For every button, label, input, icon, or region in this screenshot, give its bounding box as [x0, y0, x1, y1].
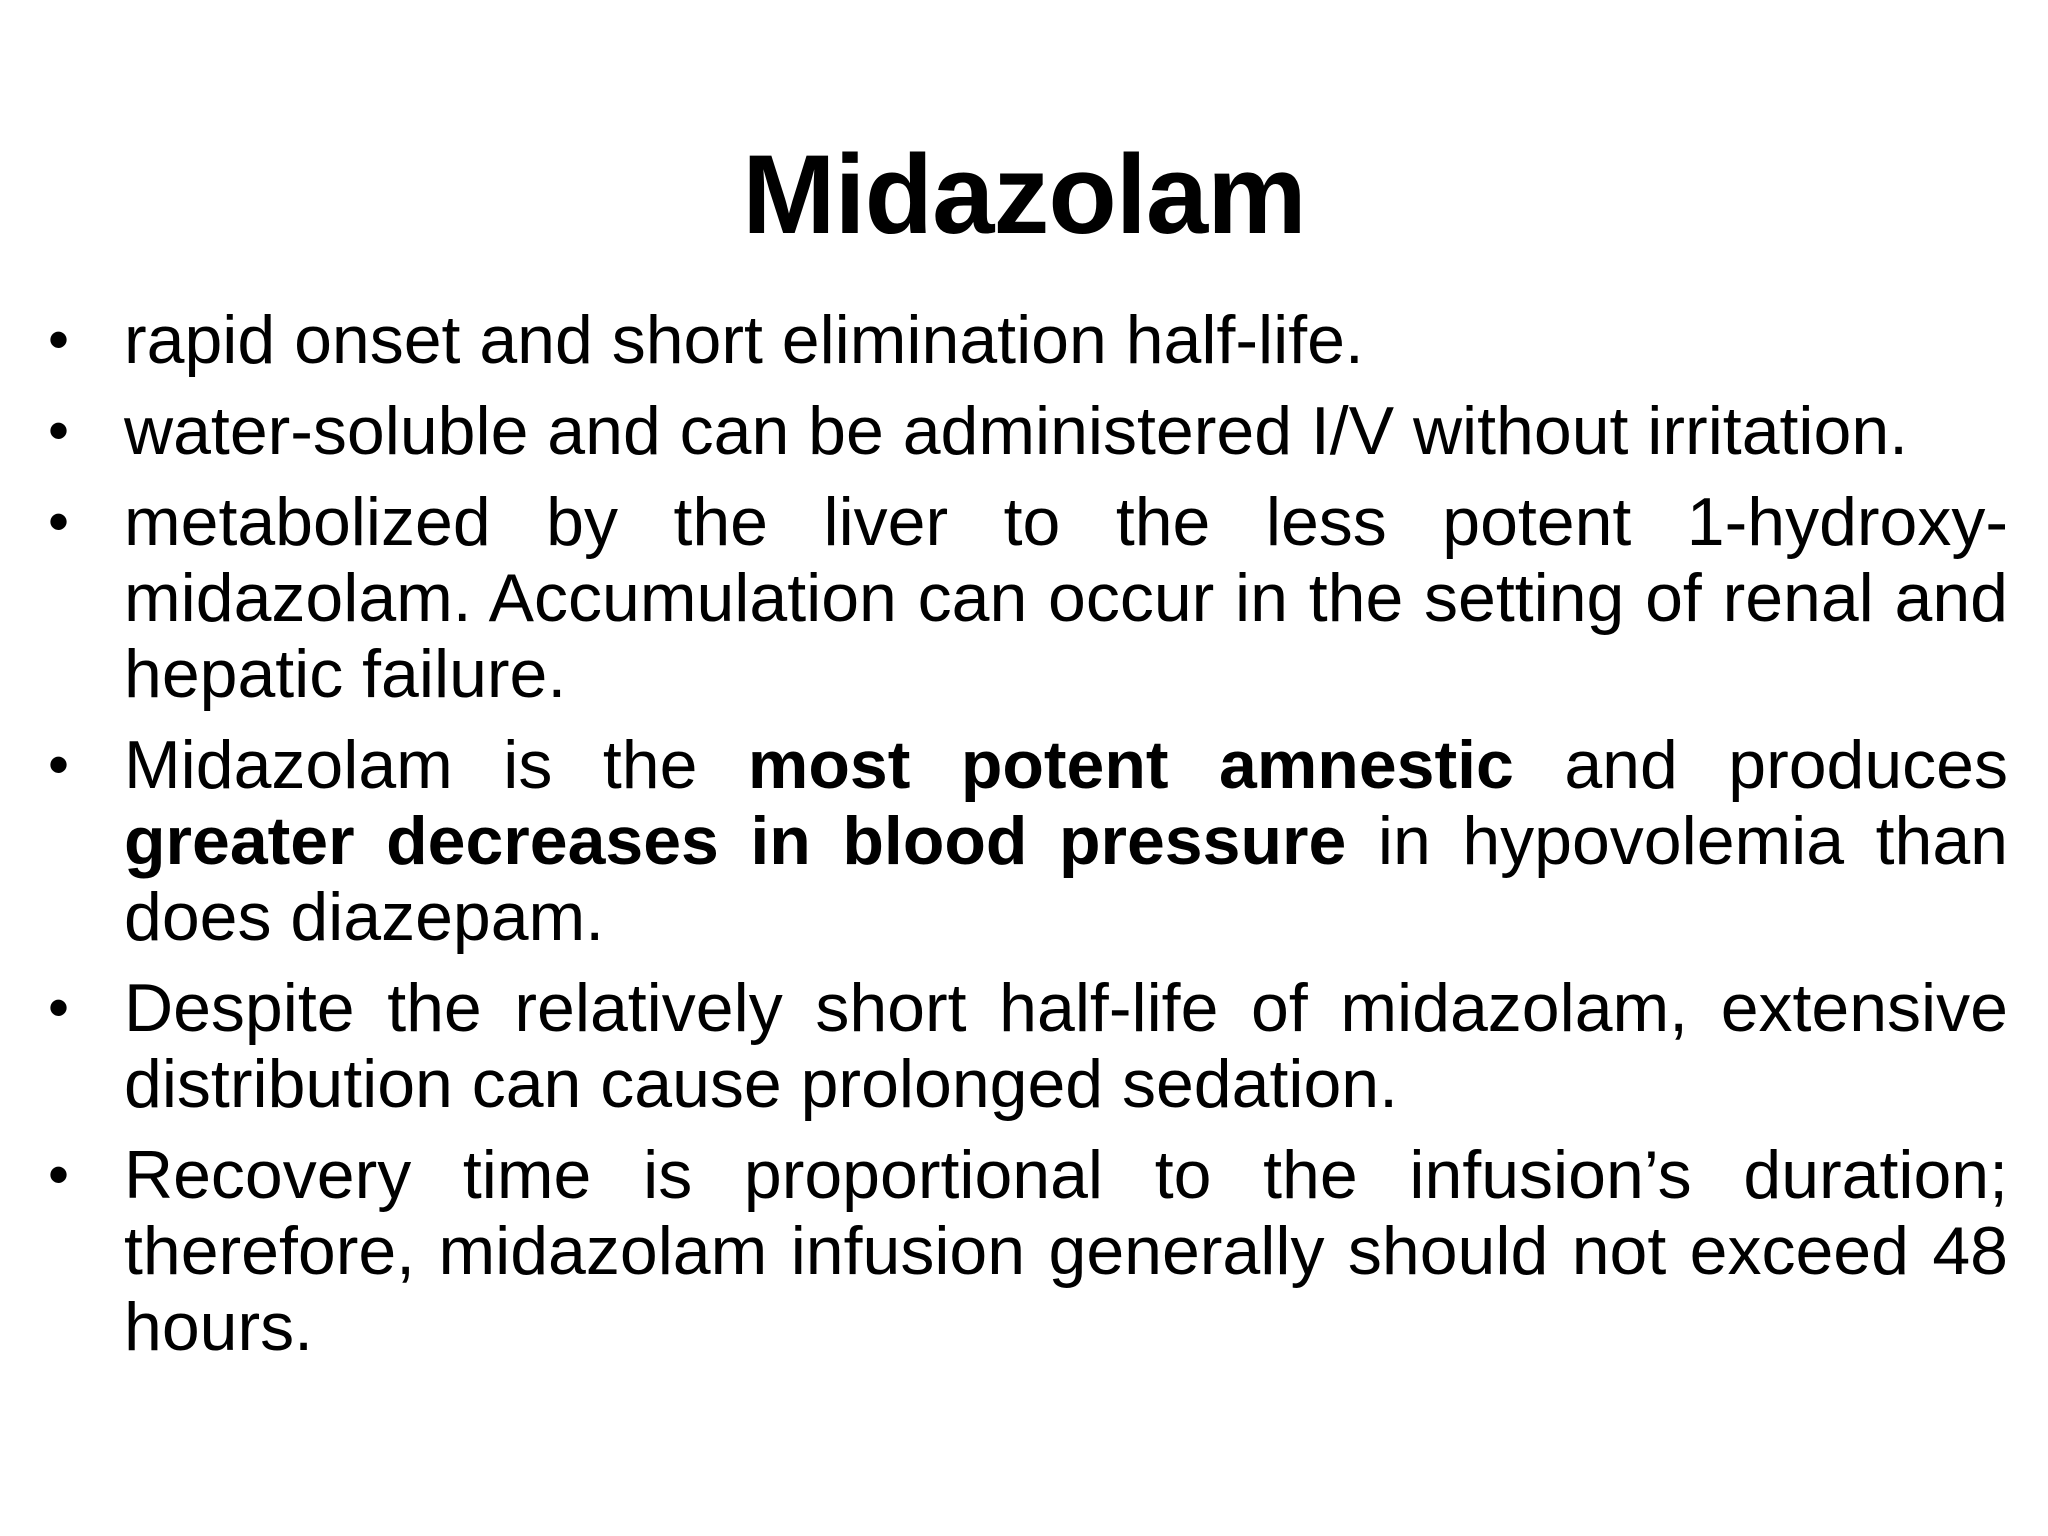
- bold-emphasis: most potent amnestic: [747, 727, 1514, 803]
- bold-emphasis: greater decreases in blood pressure: [124, 803, 1347, 879]
- bullet-text: metabolized by the liver to the less potent 1-hydroxy-midazolam. Accumulation can occur in the setting of renal and hepatic failure.: [124, 484, 2008, 712]
- bullet-text: Recovery time is proportional to the infusion’s duration; therefore, midazolam infusion generally should not exceed 48 hours.: [124, 1137, 2008, 1365]
- bullet-item: [48, 970, 2008, 1122]
- bullet-text-part: in hypovolemia than does diazepam.: [124, 803, 2008, 955]
- bullet-text: Despite the relatively short half-life of midazolam, extensive distribution can cause prolonged sedation.: [124, 970, 2008, 1122]
- bullet-list: [48, 302, 2008, 1380]
- bullet-item: [48, 302, 2008, 378]
- bullet-point-icon: •: [48, 397, 70, 464]
- bullet-point-icon: •: [48, 731, 70, 798]
- bullet-item: [48, 393, 2008, 469]
- bullet-item: [48, 1137, 2008, 1365]
- bullet-point-icon: •: [48, 306, 70, 373]
- bullet-text-part: Midazolam is the: [124, 727, 748, 803]
- bullet-text: rapid onset and short elimination half-life.: [124, 302, 1364, 378]
- slide-title: Midazolam: [742, 132, 1306, 257]
- bullet-point-icon: •: [48, 1141, 70, 1208]
- bullet-point-icon: •: [48, 974, 70, 1041]
- bullet-text: water-soluble and can be administered I/V without irritation.: [124, 393, 1909, 469]
- bullet-text-part: and produces: [1513, 727, 2009, 803]
- bullet-point-icon: •: [48, 488, 70, 555]
- bullet-item: [48, 484, 2008, 712]
- bullet-item: [48, 727, 2008, 955]
- bullet-text: [124, 727, 2008, 955]
